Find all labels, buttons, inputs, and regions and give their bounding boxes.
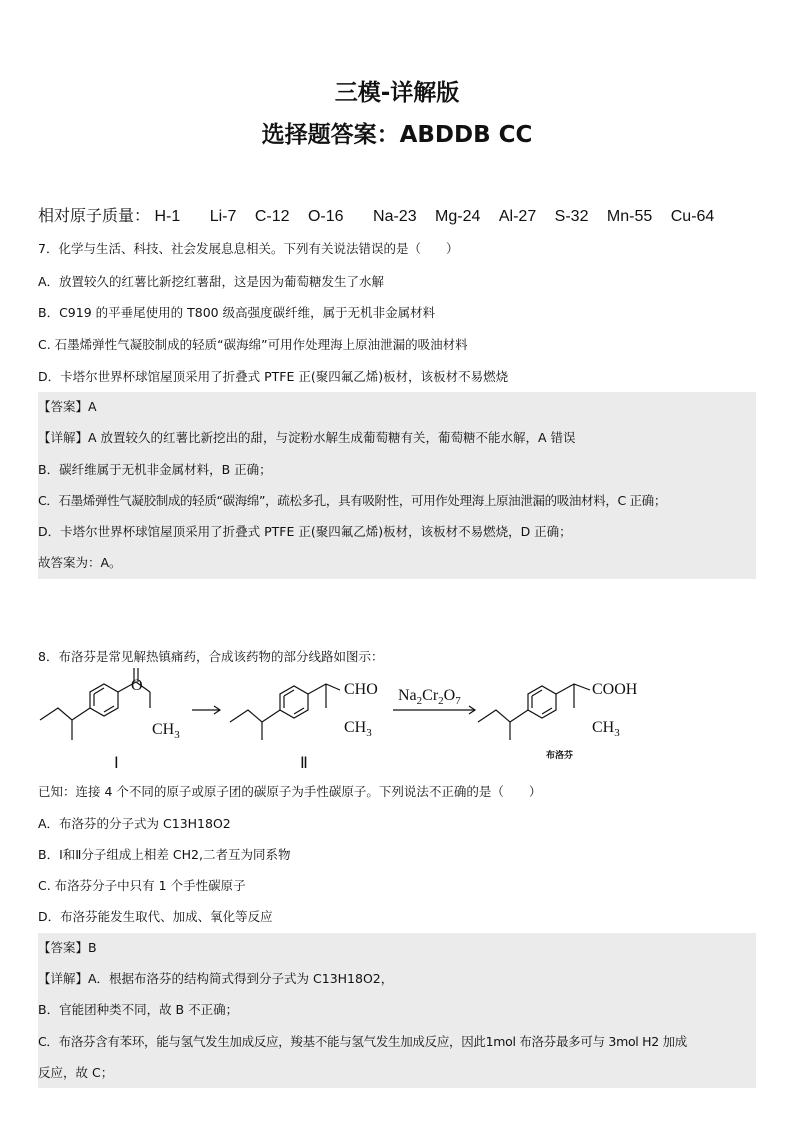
atomic-mass-item: Na-23	[373, 208, 417, 225]
q8-option-b: B．Ⅰ和Ⅱ分子组成上相差 CH2,二者互为同系物	[38, 847, 291, 862]
q8-option-c: C. 布洛芬分子中只有 1 个手性碳原子	[38, 878, 246, 893]
atomic-mass-item: Mg-24	[435, 208, 481, 225]
q7-explanation-line: 【详解】A 放置较久的红薯比新挖出的甜，与淀粉水解生成葡萄糖有关，葡萄糖不能水解，A 错误	[38, 430, 576, 445]
answers-header: 选择题答案：ABDDB CC	[261, 122, 533, 148]
q7-explanation-line: D．卡塔尔世界杯球馆屋顶采用了折叠式 PTFE 正(聚四氟乙烯)板材，该板材不易燃烧，D 正确；	[38, 524, 572, 539]
q7-explanation-line: B．碳纤维属于无机非金属材料，B 正确；	[38, 462, 272, 477]
compound-ii-label: Ⅱ	[300, 755, 308, 772]
q7-answer: 【答案】A	[38, 399, 97, 414]
c2-cho-label: CHO	[344, 681, 378, 698]
atomic-mass-item: Al-27	[498, 208, 537, 225]
atomic-masses-label: 相对原子质量：	[38, 208, 151, 225]
q7-answer-block	[38, 392, 756, 579]
q7-explanation-line: C．石墨烯弹性气凝胶制成的轻质“碳海绵”，疏松多孔，具有吸附性，可用作处理海上原油泄漏的吸油材料，C 正确；	[38, 493, 666, 508]
q7-option-a: A．放置较久的红薯比新挖红薯甜，这是因为葡萄糖发生了水解	[38, 274, 385, 289]
atomic-mass-item: H-1	[154, 208, 181, 225]
atomic-mass-item: C-12	[254, 208, 290, 225]
ibuprofen-label: 布洛芬	[546, 751, 574, 761]
q7-stem: 7．化学与生活、科技、社会发展息息相关。下列有关说法错误的是（ ）	[38, 241, 459, 256]
c3-ch3-label: $CH_3$	[592, 719, 620, 739]
q8-explanation-line: C．布洛芬含有苯环，能与氢气发生加成反应，羧基不能与氢气发生加成反应，因此1mol 布洛芬最多可与 3mol H2 加成	[38, 1034, 687, 1049]
q7-explanation-line: 故答案为：A。	[38, 555, 122, 570]
q8-explanation-line: 【详解】A．根据布洛芬的结构简式得到分子式为 C13H18O2，	[38, 971, 394, 986]
c2-ch3-label: $CH_3$	[344, 719, 372, 739]
c3-cooh-label: COOH	[592, 681, 638, 698]
q7-option-b: B．C919 的平垂尾使用的 T800 级高强度碳纤维，属于无机非金属材料	[38, 305, 436, 320]
compound-i-label: Ⅰ	[114, 755, 119, 772]
atomic-mass-item: S-32	[554, 208, 589, 225]
q7-option-d: D．卡塔尔世界杯球馆屋顶采用了折叠式 PTFE 正(聚四氟乙烯)板材，该板材不易燃烧	[38, 369, 509, 384]
reagent-label: $Na_2Cr_2O_7$	[398, 687, 461, 707]
atomic-mass-item: O-16	[307, 208, 344, 225]
c1-o-label: O	[131, 677, 143, 694]
q8-stem: 8．布洛芬是常见解热镇痛药，合成该药物的部分线路如图示：	[38, 649, 384, 664]
c1-ch3-label: $CH_3$	[152, 721, 180, 741]
atomic-masses	[38, 203, 714, 226]
q8-option-a: A．布洛芬的分子式为 C13H18O2	[38, 816, 231, 831]
q8-option-d: D．布洛芬能发生取代、加成、氧化等反应	[38, 909, 273, 924]
compound-ii-structure	[230, 684, 340, 740]
q8-explanation-line: B．官能团种类不同，故 B 不正确；	[38, 1002, 239, 1017]
q7-option-c: C. 石墨烯弹性气凝胶制成的轻质“碳海绵”可用作处理海上原油泄漏的吸油材料	[38, 337, 468, 352]
q8-answer: 【答案】B	[38, 940, 97, 955]
atomic-mass-item: Cu-64	[670, 208, 715, 225]
synthesis-scheme	[0, 668, 794, 780]
atomic-mass-item: Mn-55	[606, 208, 653, 225]
ibuprofen-structure	[478, 684, 590, 740]
q8-explanation-line: 反应，故 C；	[38, 1065, 114, 1080]
atomic-mass-item: Li-7	[209, 208, 237, 225]
page-title: 三模-详解版	[334, 80, 460, 106]
q8-known: 已知：连接 4 个不同的原子或原子团的碳原子为手性碳原子。下列说法不正确的是（ ）	[38, 784, 542, 799]
